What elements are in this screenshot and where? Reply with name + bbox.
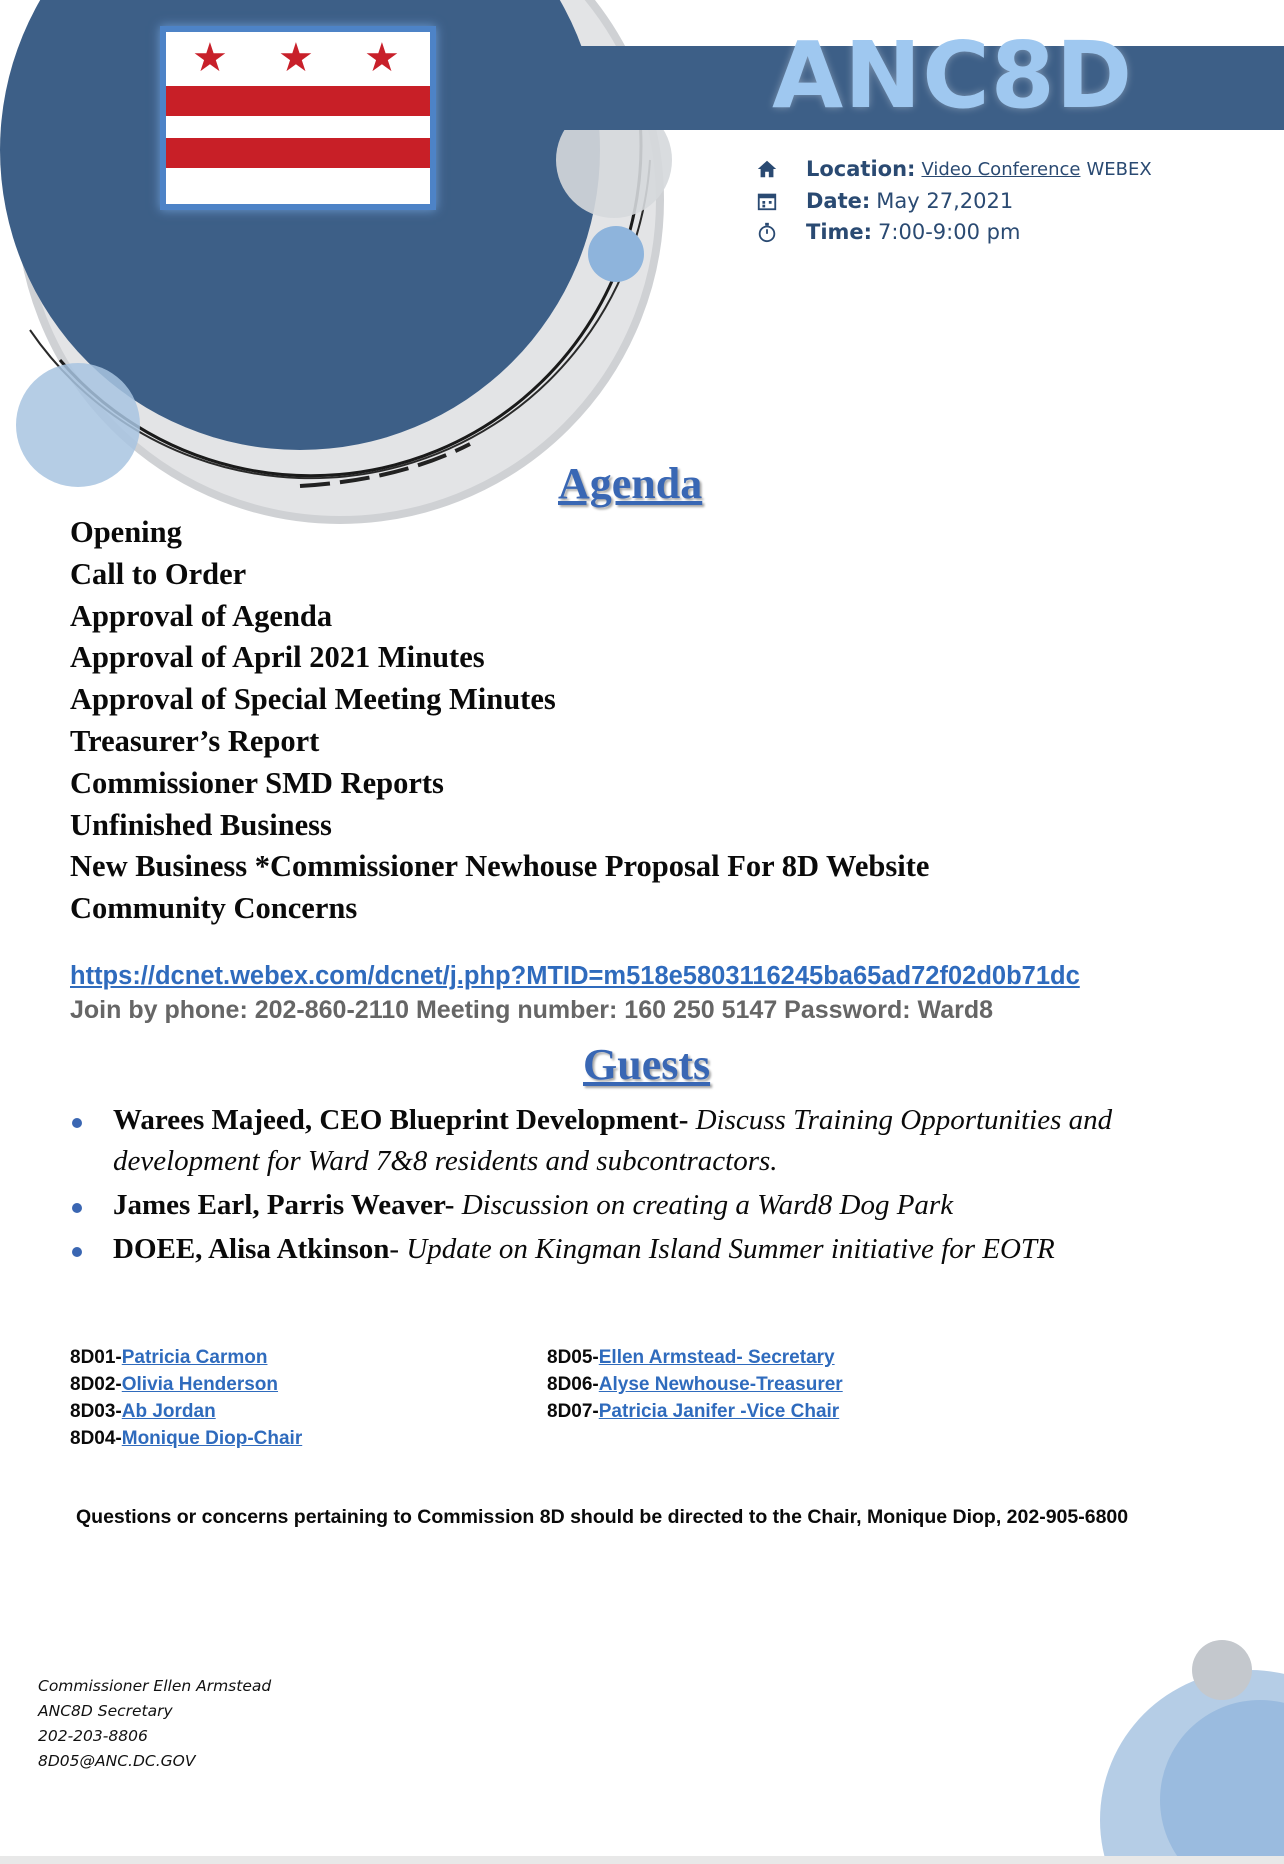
commissioner-entry [70, 1425, 302, 1452]
signature-phone: 202-203-8806 [38, 1727, 148, 1745]
smd-id: 8D07- [547, 1401, 599, 1422]
smd-id: 8D06- [547, 1374, 599, 1395]
guest-topic: - Update on Kingman Island Summer initiative for EOTR [389, 1233, 1055, 1265]
calendar-icon [756, 190, 778, 212]
blue-dot-left [16, 363, 140, 487]
commissioner-link[interactable]: Ab Jordan [121, 1401, 216, 1422]
agenda-item: Approval of April 2021 Minutes [70, 640, 485, 675]
date-row [756, 186, 1013, 216]
join-by-phone: Join by phone: 202-860-2110 Meeting number: 160 250 5147 Password: Ward8 [70, 996, 994, 1024]
guest-item [70, 1100, 1220, 1182]
dc-flag-icon [160, 26, 436, 210]
agenda-item: Commissioner SMD Reports [70, 765, 444, 800]
guest-topic: Discussion on creating a Ward8 Dog Park [454, 1189, 954, 1221]
agenda-item: Approval of Special Meeting Minutes [70, 682, 556, 717]
commissioner-link[interactable]: Patricia Janifer -Vice Chair [598, 1401, 840, 1422]
date-label: Date: [806, 189, 871, 213]
commissioner-entry [547, 1371, 843, 1398]
time-row [756, 217, 1020, 247]
questions-note: Questions or concerns pertaining to Commission 8D should be directed to the Chair, Monique Diop, 202-905-6800 [76, 1506, 1129, 1528]
agenda-title: Agenda [558, 459, 703, 508]
video-conference-link[interactable]: Video Conference [921, 158, 1081, 180]
location-row [756, 154, 1152, 184]
commissioner-entry [547, 1344, 835, 1371]
guest-item [70, 1185, 1220, 1226]
brand-title: ANC8D [772, 22, 1134, 129]
commissioner-link[interactable]: Olivia Henderson [121, 1374, 279, 1395]
flag-stripe [166, 138, 430, 168]
flag-star-icon: ★ [278, 35, 314, 81]
agenda-list [70, 512, 929, 930]
agenda-item: New Business *Commissioner Newhouse Proposal For 8D Website [70, 849, 930, 884]
agenda-item: Treasurer’s Report [70, 723, 320, 758]
signature-title: ANC8D Secretary [38, 1702, 173, 1720]
guest-item [70, 1229, 1220, 1270]
stopwatch-icon [756, 221, 778, 243]
location-label: Location: [806, 157, 916, 181]
flag-star-icon: ★ [192, 35, 228, 81]
smd-id: 8D02- [70, 1374, 122, 1395]
smd-id: 8D03- [70, 1401, 122, 1422]
smd-id: 8D05- [547, 1347, 599, 1368]
flag-star-icon: ★ [364, 35, 400, 81]
signature-block [38, 1674, 271, 1774]
guest-name: James Earl, Parris Weaver- [113, 1189, 455, 1221]
agenda-item: Community Concerns [70, 891, 358, 926]
commissioner-entry [547, 1398, 839, 1425]
commissioner-link[interactable]: Patricia Carmon [121, 1347, 268, 1368]
signature-name: Commissioner Ellen Armstead [38, 1677, 272, 1695]
bottom-circle-small [1192, 1640, 1252, 1700]
time-value: 7:00-9:00 pm [878, 220, 1021, 244]
agenda-item: Call to Order [70, 556, 247, 591]
home-icon [756, 158, 778, 180]
page-bottom-strip [0, 1856, 1284, 1864]
agenda-item: Opening [70, 515, 182, 549]
webex-meeting-link[interactable]: https://dcnet.webex.com/dcnet/j.php?MTID=m518e5803116245ba65ad72f02d0b71dc [70, 962, 1080, 990]
commissioner-entry [70, 1371, 278, 1398]
commissioner-entry [70, 1344, 267, 1371]
date-value: May 27,2021 [876, 189, 1014, 213]
time-label: Time: [806, 220, 873, 244]
agenda-item: Unfinished Business [70, 807, 332, 842]
location-extra: WEBEX [1086, 158, 1152, 180]
blue-dot-small [588, 226, 644, 282]
flag-stripe [166, 86, 430, 116]
agenda-item: Approval of Agenda [70, 598, 333, 633]
commissioner-entry [70, 1398, 216, 1425]
guest-topic: Discuss Training Opportunities and development for Ward 7&8 residents and subcontractors. [113, 1104, 1113, 1177]
guest-list [70, 1100, 1220, 1273]
commissioner-link[interactable]: Ellen Armstead- Secretary [598, 1347, 835, 1368]
smd-id: 8D04- [70, 1428, 122, 1449]
commissioner-link[interactable]: Alyse Newhouse-Treasurer [598, 1374, 843, 1395]
commissioner-link[interactable]: Monique Diop-Chair [121, 1428, 303, 1449]
signature-email: 8D05@ANC.DC.GOV [38, 1752, 196, 1770]
guests-title: Guests [583, 1040, 711, 1089]
smd-id: 8D01- [70, 1347, 122, 1368]
guest-name: DOEE, Alisa Atkinson [113, 1233, 390, 1265]
guest-name: Warees Majeed, CEO Blueprint Development- [113, 1104, 689, 1136]
